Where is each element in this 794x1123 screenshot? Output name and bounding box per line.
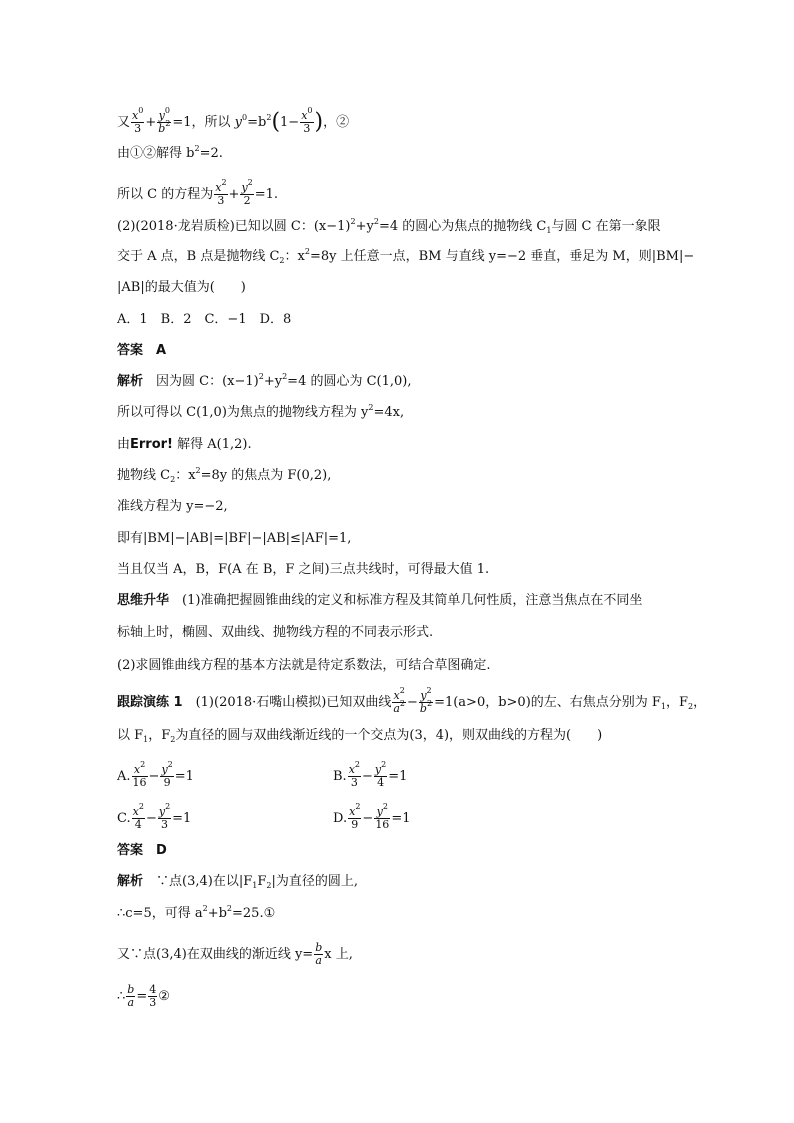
analysis-line: 准线方程为 y=−2, [117,499,228,514]
fraction: $\frac{b}{a}$ [315,941,323,967]
fraction: $\frac{4}{3}$ [149,983,157,1009]
summary-line: 标轴上时，椭圆、双曲线、抛物线方程的不同表示形式. [117,625,434,640]
option-c: C. $\frac{x^2}{4}$ − $\frac{y^2}{3}$ =1 [117,802,192,831]
analysis-line: ∴ $\frac{b}{a}$ = $\frac{4}{3}$ ② [117,983,170,1009]
text-line-2: 由①②解得 $b^2=2$. [117,144,223,161]
analysis-line: ∴c=5，可得 $a^2+b^2=25.①$ [117,904,276,921]
analysis-line: 又∵点(3,4)在双曲线的渐近线 y= $\frac{b}{a}$ x 上, [117,941,353,967]
exercise-line: 以 $F_1$，$F_2$为直径的圆与双曲线渐近线的一个交点为(3，4)，则双曲线的方程为( ) [117,728,603,744]
problem-text-line: 交于 A 点，B 点是抛物线 $C_2$：$x^2=8y$ 上任意一点，BM 与直线 y=−2 垂直，垂足为 M，则|BM|− [117,247,695,265]
summary-line: 思维升华 (1)准确把握圆锥曲线的定义和标准方程及其简单几何性质，注意当焦点在不同坐 [117,593,643,608]
fraction: $\frac{x^2}{3}$ [215,178,227,207]
equation-line-1: 又 $\frac{x^0}{3}$ + $\frac{y^0}{b^2}$ =1，所以 $y^0=b^2(1-$ $\frac{x^0}{3}$ )，② [117,106,350,135]
answer-line: 答案 A [117,343,167,358]
analysis-line: 抛物线 $C_2$：$x^2=8y$ 的焦点为 F(0,2), [117,466,332,484]
problem-text-line: (2)(2018·龙岩质检)已知以圆 C：$(x-1)^2+y^2=4$ 的圆心为焦点的抛物线 $C_1$与圆 C 在第一象限 [117,217,661,235]
fraction: $\frac{b}{a}$ [127,983,135,1009]
problem-text-line: |AB|的最大值为( ) [117,280,246,295]
analysis-line: 即有|BM|−|AB|=|BF|−|AB|≤|AF|=1, [117,531,352,546]
fraction: $\frac{y^2}{2}$ [241,178,253,207]
choices-line: A．1 B．2 C．−1 D．8 [117,312,292,327]
fraction: $\frac{y^0}{b^2}$ [158,106,171,135]
analysis-line: 解析 因为圆 C：$(x-1)^2+y^2=4$ 的圆心为 C(1,0), [117,372,412,389]
analysis-line: 解析 ∵点(3,4)在以$|F_1F_2|$为直径的圆上, [117,874,358,890]
option-b: B. $\frac{x^2}{3}$ − $\frac{y^2}{4}$ =1 [333,760,408,789]
fraction: $\frac{x^2}{a^2}$ [393,686,406,715]
fraction: $\frac{x^0}{3}$ [301,106,313,135]
exercise-line: 跟踪演练 1 (1)(2018·石嘴山模拟)已知双曲线 $\frac{x^2}{a^2}$ − $\frac{y^2}{b^2}$ =1(a>0，b>0)的左、右焦点分别为 $F_1$，$F_2$， [117,686,707,715]
answer-line: 答案 D [117,843,167,858]
fraction: $\frac{y^2}{b^2}$ [419,686,433,715]
analysis-line: 当且仅当 A，B，F(A 在 B，F 之间)三点共线时，可得最大值 1. [117,562,490,577]
option-d: D. $\frac{x^2}{9}$ − $\frac{y^2}{16}$ =1 [333,802,411,831]
equation-line-3: 所以 C 的方程为 $\frac{x^2}{3}$ + $\frac{y^2}{2}$ =1. [117,178,279,207]
fraction: $\frac{x^0}{3}$ [132,106,144,135]
summary-line: (2)求圆锥曲线方程的基本方法就是待定系数法，可结合草图确定. [117,658,491,673]
analysis-line: 所以可得以 C(1,0)为焦点的抛物线方程为 $y^2=4x$, [117,403,405,420]
error-text: Error! [130,437,173,452]
analysis-line: 由Error! 解得 A(1,2). [117,437,252,452]
option-a: A. $\frac{x^2}{16}$ − $\frac{y^2}{9}$ =1 [117,760,194,789]
